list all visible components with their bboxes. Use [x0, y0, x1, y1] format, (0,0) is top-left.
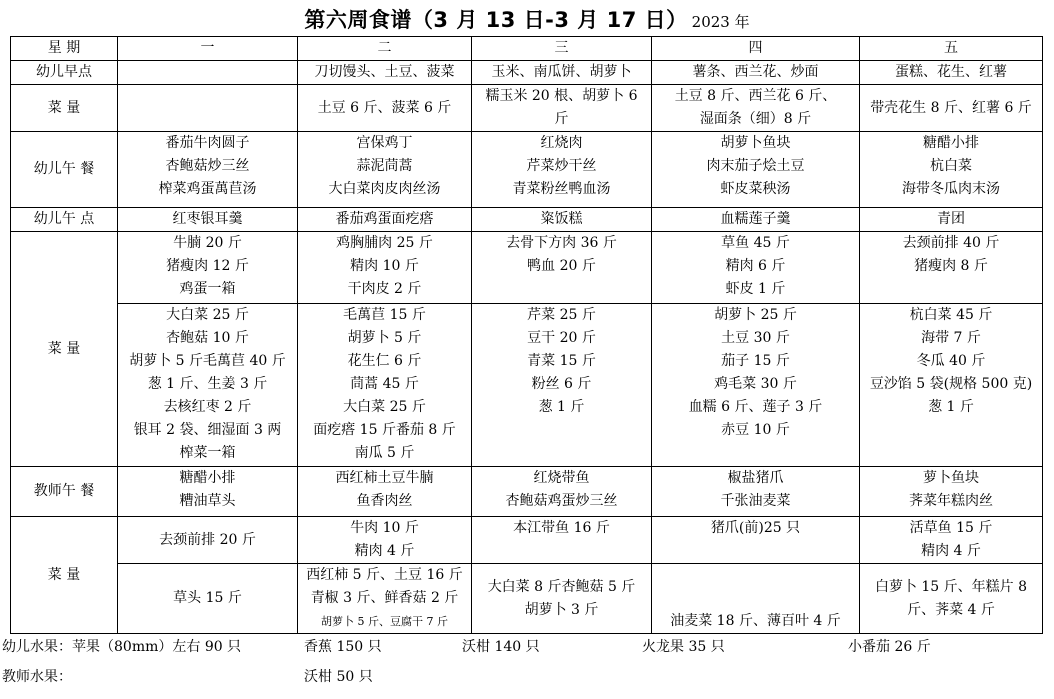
snack-cell: 青团	[860, 208, 1043, 232]
teacher-lunch-row	[11, 467, 1043, 517]
breakfast-cell: 刀切馒头、土豆、菠菜	[298, 61, 472, 85]
fruit-item: 小番茄 26 斤	[848, 639, 931, 655]
lunch-cell: 糖醋小排 杭白菜 海带冬瓜肉末汤	[860, 132, 1043, 208]
qty-cell: 带壳花生 8 斤、红薯 6 斤	[860, 85, 1043, 132]
header-row	[11, 37, 1043, 61]
header-cell: 五	[860, 37, 1043, 61]
header-cell: 星 期	[11, 37, 118, 61]
lunch-qty-row-bottom	[11, 304, 1043, 467]
fruit-item: 沃柑 50 只	[304, 669, 373, 685]
header-cell: 二	[298, 37, 472, 61]
teacher-qty-row-bottom	[11, 564, 1043, 634]
teacher-lunch-cell: 糖醋小排 糟油草头	[118, 467, 298, 517]
snack-cell: 粢饭糕	[472, 208, 652, 232]
breakfast-cell	[118, 61, 298, 85]
fruit-teacher-line	[2, 667, 1052, 687]
qty-cell: 杭白菜 45 斤 海带 7 斤 冬瓜 40 斤 豆沙馅 5 袋(规格 500 克) 葱 1 斤	[860, 304, 1043, 467]
row-label: 菜 量	[11, 232, 118, 467]
menu-table	[10, 36, 1043, 634]
teacher-lunch-cell: 西红柿土豆牛腩 鱼香肉丝	[298, 467, 472, 517]
qty-cell: 牛肉 10 斤 精肉 4 斤	[298, 517, 472, 564]
fruit-kids-label: 幼儿水果：苹果（80mm）左右 90 只	[2, 639, 242, 655]
qty-cell	[118, 85, 298, 132]
teacher-lunch-cell: 萝卜鱼块 荠菜年糕肉丝	[860, 467, 1043, 517]
qty-cell: 草鱼 45 斤 精肉 6 斤 虾皮 1 斤	[652, 232, 860, 304]
breakfast-cell: 薯条、西兰花、炒面	[652, 61, 860, 85]
breakfast-qty-row	[11, 85, 1043, 132]
breakfast-row	[11, 61, 1043, 85]
fruit-item: 沃柑 140 只	[462, 639, 540, 655]
qty-cell: 去颈前排 40 斤 猪瘦肉 8 斤	[860, 232, 1043, 304]
lunch-cell: 红烧肉 芹菜炒干丝 青菜粉丝鸭血汤	[472, 132, 652, 208]
row-label: 菜 量	[11, 517, 118, 634]
year-label: 2023 年	[691, 13, 750, 31]
header-cell: 四	[652, 37, 860, 61]
qty-cell: 土豆 8 斤、西兰花 6 斤、 湿面条（细）8 斤	[652, 85, 860, 132]
qty-cell: 去颈前排 20 斤	[118, 517, 298, 564]
fruit-item: 火龙果 35 只	[642, 639, 725, 655]
qty-cell: 牛腩 20 斤 猪瘦肉 12 斤 鸡蛋一箱	[118, 232, 298, 304]
lunch-row	[11, 132, 1043, 208]
title-bar	[0, 4, 1054, 34]
lunch-cell: 宫保鸡丁 蒜泥茼蒿 大白菜肉皮肉丝汤	[298, 132, 472, 208]
row-label: 菜 量	[11, 85, 118, 132]
qty-cell: 白萝卜 15 斤、年糕片 8 斤、荠菜 4 斤	[860, 564, 1043, 634]
qty-cell: 去骨下方肉 36 斤 鸭血 20 斤	[472, 232, 652, 304]
qty-cell: 糯玉米 20 根、胡萝卜 6 斤	[472, 85, 652, 132]
header-cell: 一	[118, 37, 298, 61]
qty-cell: 西红柿 5 斤、土豆 16 斤 青椒 3 斤、鲜香菇 2 斤 胡萝卜 5 斤、豆腐干 7 斤	[298, 564, 472, 634]
fruit-teacher-label: 教师水果：	[2, 669, 72, 685]
row-label: 幼儿午 餐	[11, 132, 118, 208]
qty-cell: 芹菜 25 斤 豆干 20 斤 青菜 15 斤 粉丝 6 斤 葱 1 斤	[472, 304, 652, 467]
qty-cell: 油麦菜 18 斤、薄百叶 4 斤	[652, 564, 860, 634]
page-title: 第六周食谱（3 月 13 日-3 月 17 日）	[304, 8, 688, 32]
snack-cell: 血糯莲子羹	[652, 208, 860, 232]
snack-cell: 红枣银耳羹	[118, 208, 298, 232]
row-label: 幼儿午 点	[11, 208, 118, 232]
header-cell: 三	[472, 37, 652, 61]
qty-cell: 活草鱼 15 斤 精肉 4 斤	[860, 517, 1043, 564]
lunch-cell: 胡萝卜鱼块 肉末茄子烩土豆 虾皮菜秧汤	[652, 132, 860, 208]
snack-cell: 番茄鸡蛋面疙瘩	[298, 208, 472, 232]
qty-cell: 毛萬苣 15 斤 胡萝卜 5 斤 花生仁 6 斤 茼蒿 45 斤 大白菜 25 斤 面疙瘩 15 斤番茄 8 斤 南瓜 5 斤	[298, 304, 472, 467]
teacher-lunch-cell: 红烧带鱼 杏鲍菇鸡蛋炒三丝	[472, 467, 652, 517]
qty-cell: 鸡胸脯肉 25 斤 精肉 10 斤 干肉皮 2 斤	[298, 232, 472, 304]
row-label: 教师午 餐	[11, 467, 118, 517]
row-label: 幼儿早点	[11, 61, 118, 85]
teacher-lunch-cell: 椒盐猪爪 千张油麦菜	[652, 467, 860, 517]
breakfast-cell: 玉米、南瓜饼、胡萝卜	[472, 61, 652, 85]
lunch-cell: 番茄牛肉圆子 杏鲍菇炒三丝 榨菜鸡蛋萬苣汤	[118, 132, 298, 208]
qty-cell: 胡萝卜 25 斤 土豆 30 斤 茄子 15 斤 鸡毛菜 30 斤 血糯 6 斤、莲子 3 斤 赤豆 10 斤	[652, 304, 860, 467]
qty-cell: 本江带鱼 16 斤	[472, 517, 652, 564]
teacher-qty-row-top	[11, 517, 1043, 564]
snack-row	[11, 208, 1043, 232]
qty-cell: 草头 15 斤	[118, 564, 298, 634]
fruit-item: 香蕉 150 只	[304, 639, 382, 655]
qty-cell: 大白菜 25 斤 杏鲍菇 10 斤 胡萝卜 5 斤毛萬苣 40 斤 葱 1 斤、生姜 3 斤 去核红枣 2 斤 银耳 2 袋、细湿面 3 两 榨菜一箱	[118, 304, 298, 467]
qty-cell: 大白菜 8 斤杏鲍菇 5 斤 胡萝卜 3 斤	[472, 564, 652, 634]
qty-cell: 土豆 6 斤、菠菜 6 斤	[298, 85, 472, 132]
lunch-qty-row-top	[11, 232, 1043, 304]
fruit-kids-line	[2, 637, 1052, 657]
breakfast-cell: 蛋糕、花生、红薯	[860, 61, 1043, 85]
qty-cell: 猪爪(前)25 只	[652, 517, 860, 564]
